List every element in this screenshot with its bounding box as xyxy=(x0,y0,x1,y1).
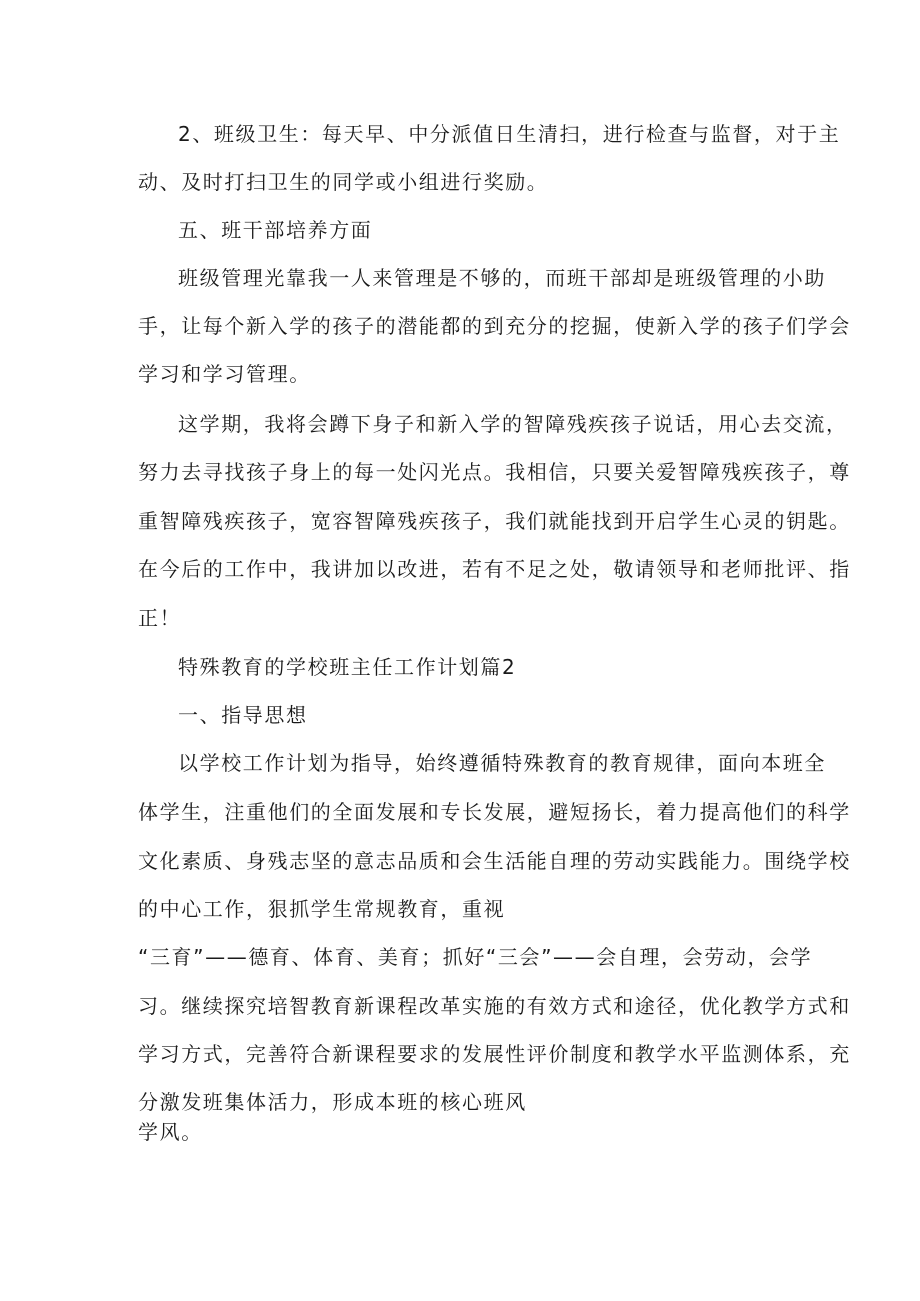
paragraph-line: 文化素质、身残志坚的意志品质和会生活能自理的劳动实践能力。围绕学校 xyxy=(138,849,851,873)
paragraph-line: 以学校工作计划为指导，始终遵循特殊教育的教育规律，面向本班全 xyxy=(178,751,826,775)
paragraph-line: 体学生，注重他们的全面发展和专长发展，避短扬长，着力提高他们的科学 xyxy=(138,800,851,824)
paragraph-line: 手，让每个新入学的孩子的潜能都的到充分的挖掘，使新入学的孩子们学会 xyxy=(138,314,851,338)
paragraph-line: 学习和学习管理。 xyxy=(138,362,311,386)
paragraph-line: 正！ xyxy=(138,606,182,630)
paragraph-line: 分激发班集体活力，形成本班的核心班风 xyxy=(138,1090,527,1114)
section-heading: 五、班干部培养方面 xyxy=(178,218,373,242)
paragraph-line: 这学期，我将会蹲下身子和新入学的智障残疾孩子说话，用心去交流， xyxy=(178,412,848,436)
paragraph-line: 班级管理光靠我一人来管理是不够的，而班干部却是班级管理的小助 xyxy=(178,266,826,290)
section-heading: 一、指导思想 xyxy=(178,703,308,727)
article-title: 特殊教育的学校班主任工作计划篇2 xyxy=(178,655,517,679)
paragraph-line: “三育”——德育、体育、美育；抓好“三会”——会自理，会劳动，会学 xyxy=(138,945,813,969)
paragraph-line: 学风。 xyxy=(138,1120,203,1144)
paragraph-line: 在今后的工作中，我讲加以改进，若有不足之处，敬请领导和老师批评、指 xyxy=(138,557,851,581)
paragraph-line: 习。继续探究培智教育新课程改革实施的有效方式和途径，优化教学方式和 xyxy=(138,994,851,1018)
paragraph-line: 努力去寻找孩子身上的每一处闪光点。我相信，只要关爱智障残疾孩子，尊 xyxy=(138,460,851,484)
paragraph-line: 学习方式，完善符合新课程要求的发展性评价制度和教学水平监测体系，充 xyxy=(138,1042,851,1066)
paragraph-line: 重智障残疾孩子，宽容智障残疾孩子，我们就能找到开启学生心灵的钥匙。 xyxy=(138,509,851,533)
paragraph-line: 动、及时打扫卫生的同学或小组进行奖励。 xyxy=(138,170,549,194)
paragraph-line: 的中心工作，狠抓学生常规教育，重视 xyxy=(138,897,506,921)
paragraph-line: 2、班级卫生：每天早、中分派值日生清扫，进行检查与监督，对于主 xyxy=(178,122,841,146)
